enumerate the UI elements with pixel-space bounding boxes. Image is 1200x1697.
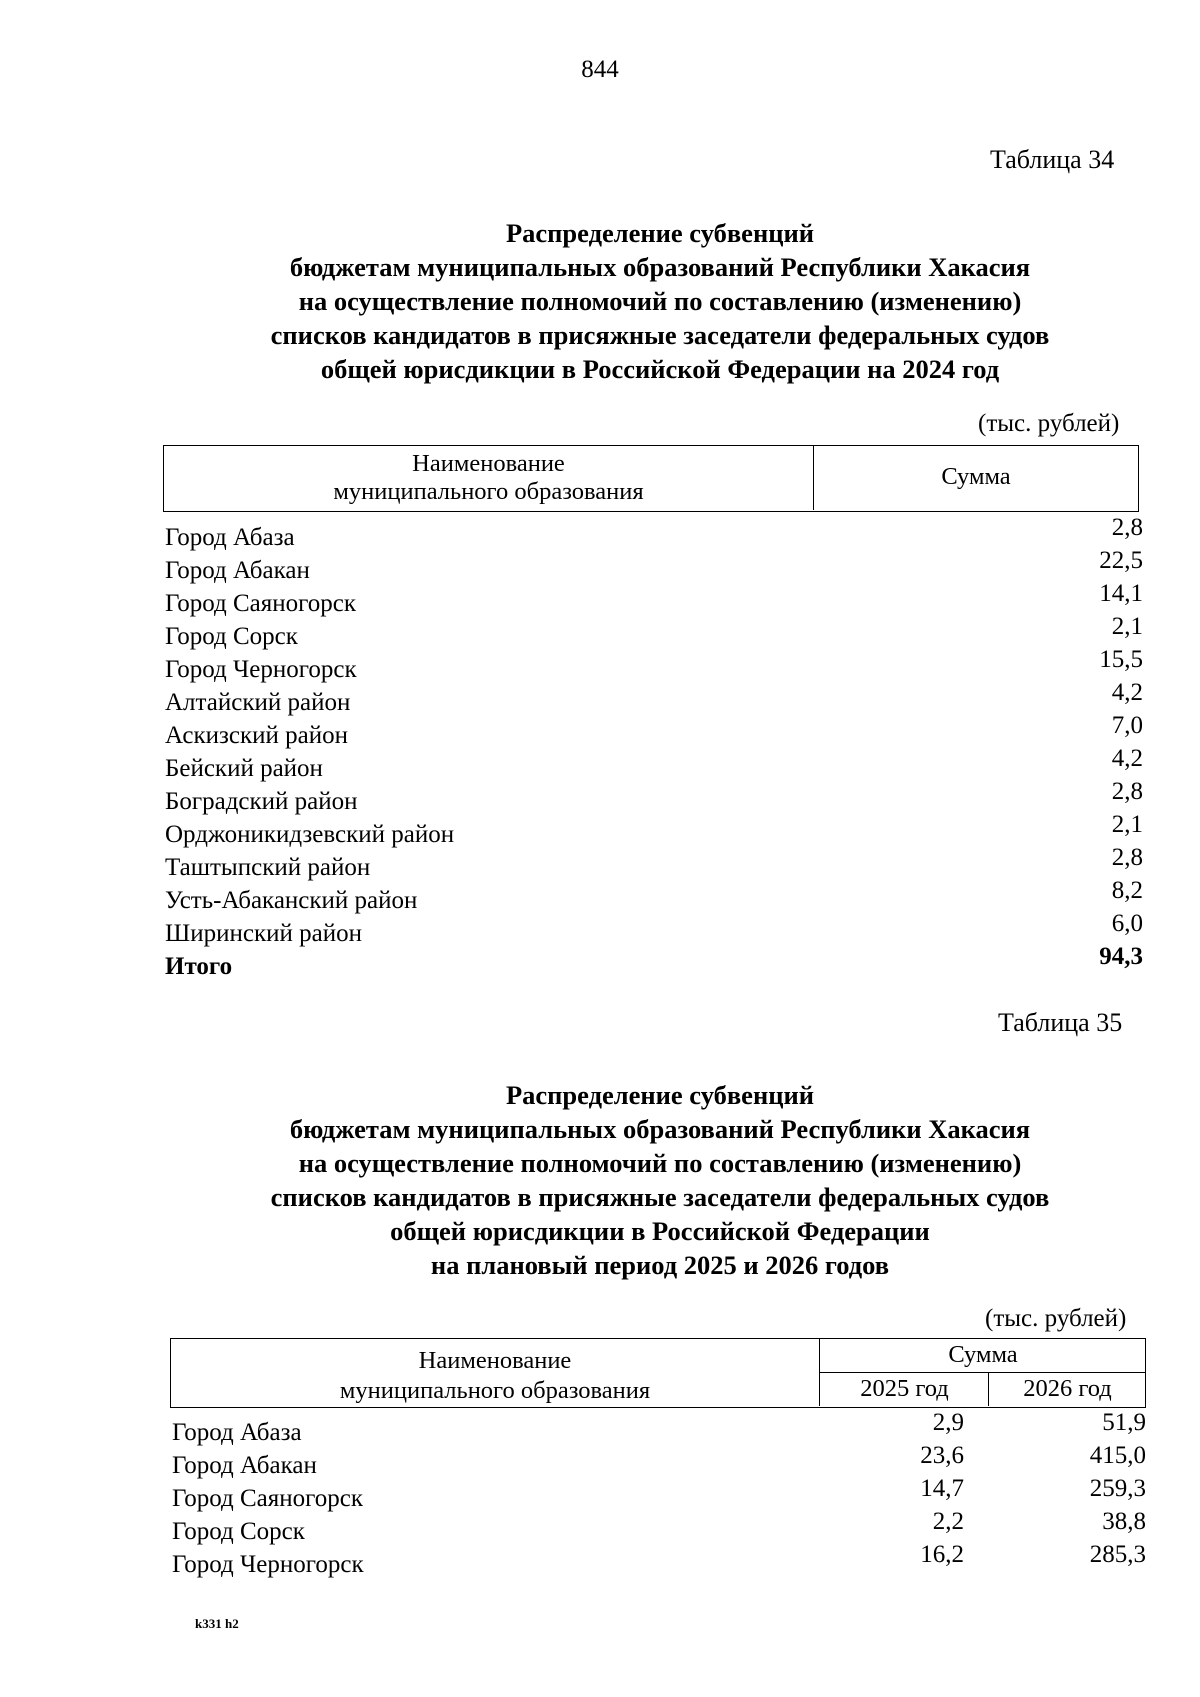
row-name: Ширинский район [165,920,362,947]
row-value: 6,0 [1111,910,1143,937]
row-name: Город Абакан [172,1452,317,1479]
row-name: Город Черногорск [172,1551,364,1578]
table-35-label: Таблица 35 [998,1008,1123,1037]
table-row [165,877,1143,914]
row-name: Город Абакан [165,557,310,584]
header-year-divider [988,1372,989,1406]
table-row [172,1508,1146,1545]
row-name: Город Сорск [165,623,298,650]
header-name-cell [164,450,813,506]
row-value-2025: 2,9 [932,1409,964,1436]
title-line: общей юрисдикции в Российской Федерации [390,1216,930,1246]
table-row [165,580,1143,617]
title-line: на осуществление полномочий по составлению (изменению) [298,286,1022,316]
row-value: 4,2 [1111,745,1143,772]
table-row [165,679,1143,716]
row-name: Город Саяногорск [165,590,357,617]
footer-code: k331 h2 [195,1616,239,1631]
table-row [165,745,1143,782]
row-value-2026: 415,0 [1089,1442,1146,1469]
header-sum-cell: Сумма [948,1341,1018,1368]
row-value: 4,2 [1111,679,1143,706]
header-name-line1: Наименование [412,450,565,477]
row-value-2026: 51,9 [1102,1409,1146,1436]
table-34-title [170,216,1150,386]
table-row [165,613,1143,650]
row-value: 22,5 [1099,547,1143,574]
row-value: 2,8 [1111,844,1143,871]
table-row [165,910,1143,947]
row-name: Аскизский район [165,722,349,749]
row-name: Алтайский район [165,689,351,716]
header-name-line2: муниципального образования [339,1377,651,1404]
table-row [165,712,1143,749]
row-value: 2,8 [1111,514,1143,541]
title-line: Распределение субвенций [505,218,815,248]
row-name: Город Абаза [165,524,295,551]
table-row [165,547,1143,584]
header-subdivider [819,1372,1145,1373]
table-row [172,1442,1146,1479]
total-label: Итого [165,953,233,980]
header-name-line2: муниципального образования [333,478,644,505]
title-line: списков кандидатов в присяжные заседатели федеральных судов [270,1182,1050,1212]
row-name: Город Саяногорск [172,1485,364,1512]
table-total-row [165,943,1143,980]
table-35-title [170,1078,1150,1282]
header-sum-cell: Сумма [941,463,1011,490]
row-value-2025: 2,2 [932,1508,964,1535]
row-value-2026: 259,3 [1089,1475,1146,1502]
table-row [165,514,1143,551]
header-name-cell [171,1346,819,1406]
row-name: Город Черногорск [165,656,357,683]
table-row [172,1475,1146,1512]
row-value-2025: 14,7 [920,1475,964,1502]
title-line: бюджетам муниципальных образований Республики Хакасия [289,252,1031,282]
row-value-2025: 23,6 [920,1442,964,1469]
table-34-label: Таблица 34 [990,145,1115,174]
row-value: 2,1 [1111,613,1143,640]
row-value: 2,1 [1111,811,1143,838]
table-34-header [163,445,1139,512]
row-name: Город Абаза [172,1419,302,1446]
row-value: 14,1 [1099,580,1143,607]
row-name: Орджоникидзевский район [165,821,455,848]
table-row [172,1409,1146,1446]
table-35-header [170,1338,1146,1408]
row-name: Бейский район [165,755,323,782]
row-name: Усть-Абаканский район [165,887,418,914]
table-row [165,844,1143,881]
header-name-line1: Наименование [418,1347,572,1374]
row-value: 7,0 [1111,712,1143,739]
title-line: на осуществление полномочий по составлению (изменению) [298,1148,1022,1178]
table-row [165,646,1143,683]
row-value-2025: 16,2 [920,1541,964,1568]
total-value: 94,3 [1099,943,1143,970]
title-line: списков кандидатов в присяжные заседатели федеральных судов [270,320,1050,350]
table-34-units: (тыс. рублей) [978,410,1120,437]
row-value: 8,2 [1111,877,1143,904]
table-35-units: (тыс. рублей) [985,1305,1127,1332]
title-line: на плановый период 2025 и 2026 годов [430,1250,890,1280]
title-line: Распределение субвенций [505,1080,815,1110]
row-value-2026: 38,8 [1102,1508,1146,1535]
row-name: Город Сорск [172,1518,305,1545]
header-year-2026: 2026 год [1023,1375,1112,1402]
row-value-2026: 285,3 [1089,1541,1146,1568]
table-row [172,1541,1146,1578]
row-value: 2,8 [1111,778,1143,805]
header-year-2025: 2025 год [860,1375,949,1402]
title-line: бюджетам муниципальных образований Республики Хакасия [289,1114,1031,1144]
page-number: 844 [581,56,619,83]
title-line: общей юрисдикции в Российской Федерации на 2024 год [320,354,1000,384]
row-name: Боградский район [165,788,358,815]
table-row [165,778,1143,815]
row-value: 15,5 [1099,646,1143,673]
row-name: Таштыпский район [165,854,371,881]
table-row [165,811,1143,848]
